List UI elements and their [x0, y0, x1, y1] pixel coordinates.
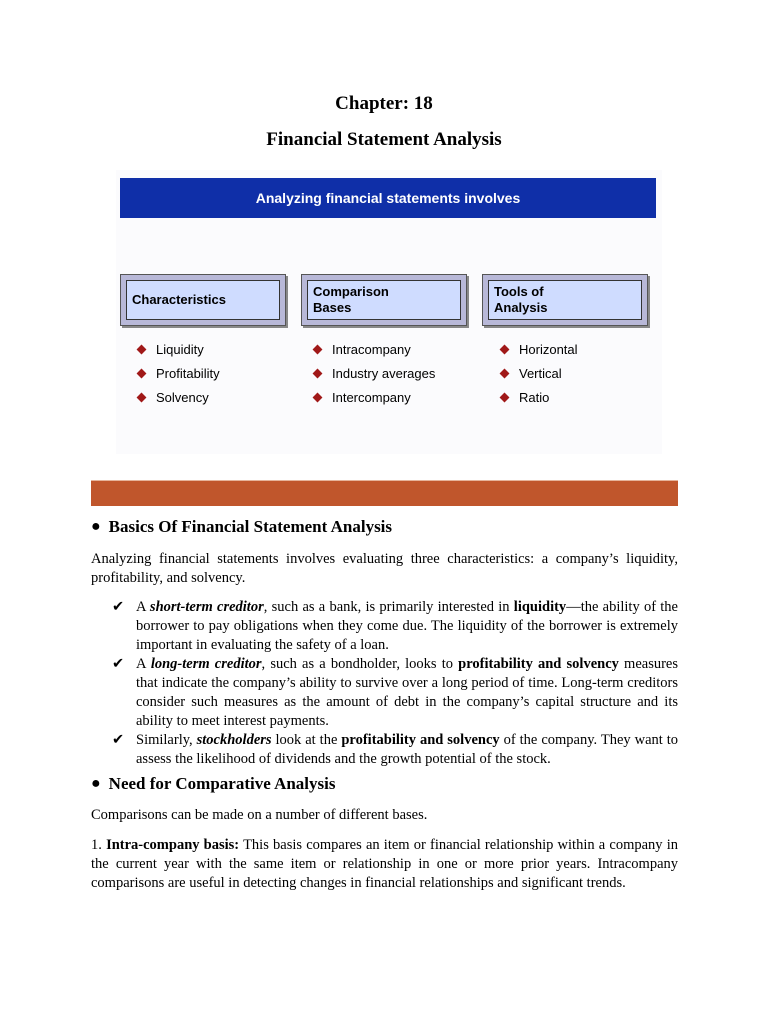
- tools-of-analysis-list: [497, 342, 578, 414]
- diamond-bullet-icon: [313, 345, 323, 355]
- comparison-bases-box: [301, 274, 467, 326]
- tools-of-analysis-box: [482, 274, 648, 326]
- list-item: Horizontal: [497, 342, 578, 366]
- characteristics-box: [120, 274, 286, 326]
- diamond-bullet-icon: [500, 345, 510, 355]
- section-heading: ● Need for Comparative Analysis: [91, 774, 336, 793]
- diamond-bullet-icon: [137, 369, 147, 379]
- section-divider-bar: [91, 481, 678, 506]
- numbered-paragraph: 1. Intra-company basis: This basis compares an item or financial relationship within a company in the current year with the same item or relationship in one or more prior years. Intracompany comparisons are useful in detecting changes in financial relationships and significant trends.: [91, 837, 679, 891]
- diamond-bullet-icon: [137, 345, 147, 355]
- box-heading-line: Tools of: [494, 284, 544, 299]
- diamond-bullet-icon: [500, 369, 510, 379]
- list-item: ✔ Similarly, stockholders look at the profitability and solvency of the company. They want to assess the likelihood of dividends and the growth potential of the stock.: [112, 732, 679, 767]
- chapter-label: Chapter: 18: [335, 93, 433, 114]
- list-item: Liquidity: [134, 342, 220, 366]
- creditor-list: [112, 598, 678, 769]
- list-item: Vertical: [497, 366, 578, 390]
- page-title: Financial Statement Analysis: [266, 129, 502, 150]
- list-item: Intracompany: [310, 342, 435, 366]
- characteristics-list: [134, 342, 220, 414]
- circle-bullet-icon: ●: [91, 518, 101, 535]
- list-item: ✔ A short-term creditor, such as a bank, is primarily interested in liquidity—the ability of the borrower to pay obligations when they come due. The liquidity of the borrower is extremely important in evaluating the safety of a loan.: [112, 599, 678, 653]
- box-heading-line: Characteristics: [132, 292, 226, 307]
- diamond-bullet-icon: [500, 393, 510, 403]
- list-item: Profitability: [134, 366, 220, 390]
- section-intro: Comparisons can be made on a number of different bases.: [91, 807, 428, 823]
- list-item: Solvency: [134, 390, 220, 414]
- box-heading-line: Analysis: [494, 300, 548, 315]
- section-intro: Analyzing financial statements involves evaluating three characteristics: a company’s liquidity, profitability, and solvency.: [91, 551, 678, 586]
- list-item: Ratio: [497, 390, 578, 414]
- list-item: Industry averages: [310, 366, 435, 390]
- checkmark-icon: ✔: [112, 732, 125, 748]
- diamond-bullet-icon: [137, 393, 147, 403]
- circle-bullet-icon: ●: [91, 775, 101, 792]
- list-item: ✔ A long-term creditor, such as a bondholder, looks to profitability and solvency measures that indicate the company’s ability to survive over a long period of time. Long-term creditors consider such measures as the amount of debt in the company’s capital structure and its ability to meet interest payments.: [112, 656, 679, 729]
- diamond-bullet-icon: [313, 369, 323, 379]
- box-heading-line: Bases: [313, 300, 352, 315]
- diamond-bullet-icon: [313, 393, 323, 403]
- section-heading: ● Basics Of Financial Statement Analysis: [91, 517, 393, 536]
- comparison-bases-list: [310, 342, 435, 414]
- figure-banner: Analyzing financial statements involves: [120, 178, 656, 218]
- checkmark-icon: ✔: [112, 656, 125, 672]
- checkmark-icon: ✔: [112, 599, 125, 615]
- list-item: Intercompany: [310, 390, 435, 414]
- analysis-figure: [116, 170, 662, 454]
- box-heading-line: Comparison: [313, 284, 389, 299]
